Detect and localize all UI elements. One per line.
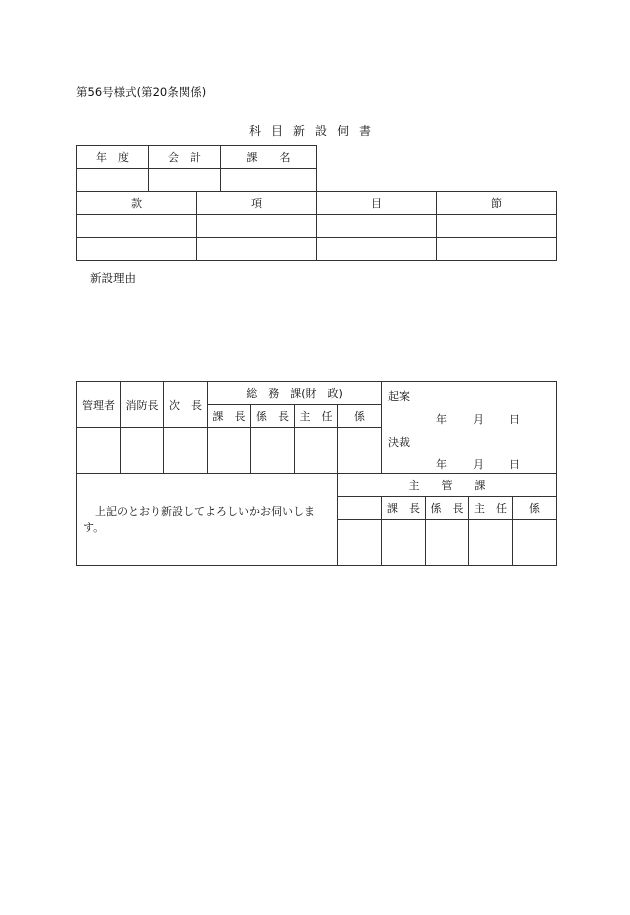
draft-label: 起案	[388, 390, 410, 403]
fire-chief-seal-cell[interactable]	[121, 428, 164, 474]
manager-header: 管理者	[77, 382, 121, 428]
fiscal-info-table	[76, 145, 317, 192]
accounting-cell[interactable]	[149, 169, 221, 192]
fire-chief-header: 消防長	[121, 382, 164, 428]
kou-header: 項	[197, 192, 317, 215]
section-chief-seal-cell[interactable]	[382, 520, 426, 566]
subsection-chief-seal-cell[interactable]	[426, 520, 469, 566]
decision-month-label: 月	[473, 458, 484, 471]
deputy-seal-cell[interactable]	[164, 428, 208, 474]
setsu-cell[interactable]	[437, 215, 557, 238]
request-statement: 上記のとおり新設してよろしいかお伺いします。	[83, 504, 315, 534]
kan-cell[interactable]	[77, 238, 197, 261]
moku-cell[interactable]	[317, 238, 437, 261]
section-name-cell[interactable]	[221, 169, 317, 192]
staff-seal-cell[interactable]	[513, 520, 557, 566]
draft-day-label: 日	[509, 413, 520, 426]
role-header: 課 長	[208, 405, 251, 428]
decision-day-label: 日	[509, 458, 520, 471]
section-chief-seal-cell[interactable]	[208, 428, 251, 474]
request-statement-cell	[77, 474, 338, 566]
setsu-cell[interactable]	[437, 238, 557, 261]
draft-year-label: 年	[436, 413, 447, 426]
setsu-header: 節	[437, 192, 557, 215]
role-header: 係	[513, 497, 557, 520]
decision-label: 決裁	[388, 436, 410, 449]
approval-table	[76, 381, 557, 474]
accounting-header: 会 計	[149, 146, 221, 169]
fiscal-year-header: 年 度	[77, 146, 149, 169]
manager-seal-cell[interactable]	[77, 428, 121, 474]
section-name-header: 課 名	[221, 146, 317, 169]
moku-header: 目	[317, 192, 437, 215]
draft-month-label: 月	[473, 413, 484, 426]
role-header: 係	[338, 405, 382, 428]
subsection-chief-seal-cell[interactable]	[251, 428, 295, 474]
draft-decision-box	[382, 382, 557, 474]
account-table	[76, 191, 557, 261]
kou-cell[interactable]	[197, 238, 317, 261]
decision-year-label: 年	[436, 458, 447, 471]
role-header: 課 長	[382, 497, 426, 520]
moku-cell[interactable]	[317, 215, 437, 238]
deputy-header: 次 長	[164, 382, 208, 428]
reason-label: 新設理由	[90, 271, 136, 285]
staff-seal-cell[interactable]	[338, 428, 382, 474]
supervisor-seal-cell[interactable]	[469, 520, 513, 566]
kan-cell[interactable]	[77, 215, 197, 238]
role-header: 主 任	[295, 405, 338, 428]
role-header: 係 長	[251, 405, 295, 428]
kou-cell[interactable]	[197, 215, 317, 238]
role-header: 主 任	[469, 497, 513, 520]
blank-role-cell	[338, 497, 382, 520]
blank-seal-cell[interactable]	[338, 520, 382, 566]
supervising-section-header: 主 管 課	[338, 474, 557, 497]
supervisor-seal-cell[interactable]	[295, 428, 338, 474]
role-header: 係 長	[426, 497, 469, 520]
supervising-table	[76, 473, 557, 566]
fiscal-year-cell[interactable]	[77, 169, 149, 192]
kan-header: 款	[77, 192, 197, 215]
document-title: 科目新設伺書	[248, 124, 381, 138]
general-affairs-header: 総 務 課(財 政)	[208, 382, 382, 405]
form-number: 第56号様式(第20条関係)	[76, 85, 207, 99]
